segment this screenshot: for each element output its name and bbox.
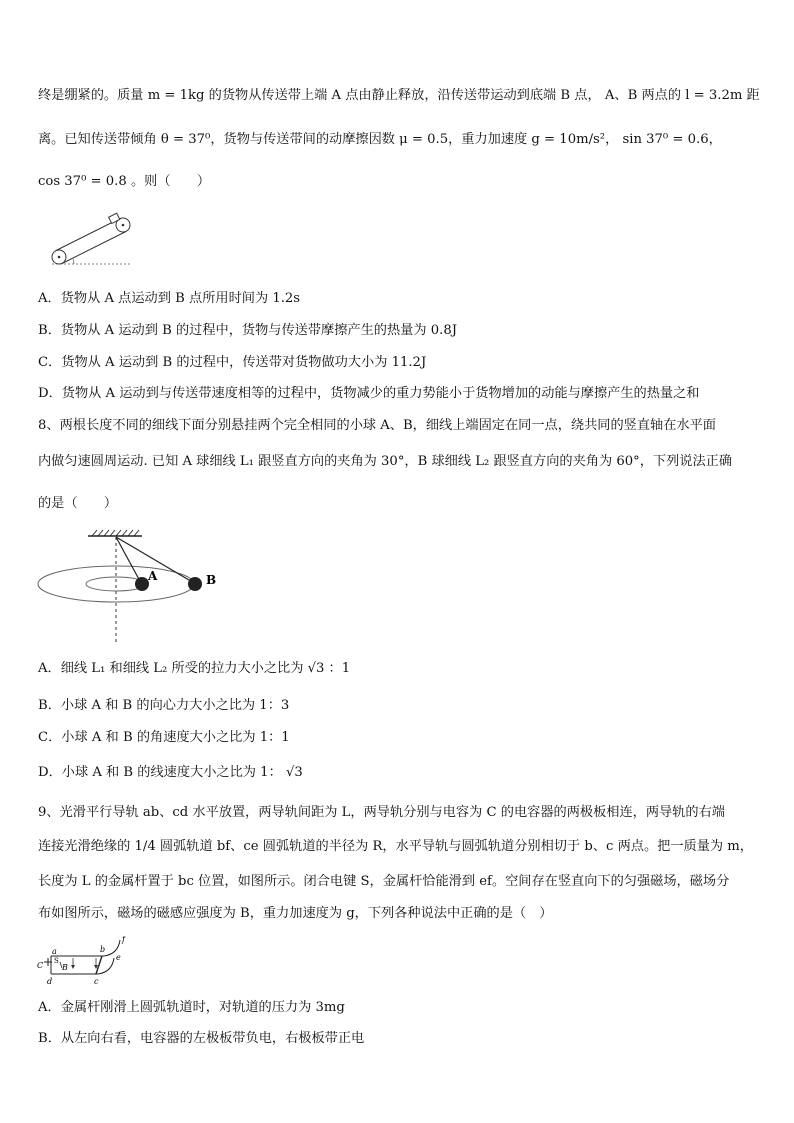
q9-text-line-1: 9、光滑平行导轨 ab、cd 水平放置，两导轨间距为 L，两导轨分别与电容为 C 的电容器的两极板相连，两导轨的右端 <box>38 805 725 820</box>
ball-b-label: B <box>206 573 217 587</box>
label-field-b: B <box>62 963 68 972</box>
q7-text-line-3: cos 37⁰ = 0.8 。则（ ） <box>38 174 211 189</box>
q7-text-line-2: 离。已知传送带倾角 θ = 37⁰，货物与传送带间的动摩擦因数 μ = 0.5，重力加速度 g = 10m/s²， sin 37⁰ = 0.6， <box>38 132 722 147</box>
q8-option-c: C．小球 A 和 B 的角速度大小之比为 1：1 <box>38 730 290 745</box>
q8-option-b: B．小球 A 和 B 的向心力大小之比为 1：3 <box>38 698 290 713</box>
q8-text-line-3: 的是（ ） <box>38 496 118 511</box>
rail-capacitor-figure <box>36 936 136 988</box>
q8-option-d: D．小球 A 和 B 的线速度大小之比为 1： √3 <box>38 765 303 780</box>
label-a: a <box>52 947 57 956</box>
q9-option-b: B．从左向右看，电容器的左极板带负电，右极板带正电 <box>38 1031 365 1046</box>
q7-text-line-1: 终是绷紧的。质量 m = 1kg 的货物从传送带上端 A 点由静止释放，沿传送带运动到底端 B 点， A、B 两点的 l = 3.2m 距 <box>38 88 760 103</box>
q9-text-line-3: 长度为 L 的金属杆置于 bc 位置，如图所示。闭合电键 S，金属杆恰能滑到 ef。空间存在竖直向下的匀强磁场，磁场分 <box>38 874 730 889</box>
conveyor-belt-figure <box>44 210 134 272</box>
ball-a-label: A <box>148 569 158 583</box>
q8-option-a: A．细线 L₁ 和细线 L₂ 所受的拉力大小之比为 √3 ：1 <box>38 661 351 676</box>
label-e: e <box>116 953 121 962</box>
q9-text-line-2: 连接光滑绝缘的 1/4 圆弧轨道 bf、ce 圆弧轨道的半径为 R，水平导轨与圆弧轨道分别相切于 b、c 两点。把一质量为 m， <box>38 839 753 854</box>
label-d: d <box>47 977 53 986</box>
q8-text-line-1: 8、两根长度不同的细线下面分别悬挂两个完全相同的小球 A、B，细线上端固定在同一点，绕共同的竖直轴在水平面 <box>38 418 716 433</box>
q7-option-b: B．货物从 A 运动到 B 的过程中，货物与传送带摩擦产生的热量为 0.8J <box>38 323 457 338</box>
q8-text-line-2: 内做匀速圆周运动. 已知 A 球细线 L₁ 跟竖直方向的夹角为 30°，B 球细线 L₂ 跟竖直方向的夹角为 60°，下列说法正确 <box>38 454 733 469</box>
q7-option-c: C．货物从 A 运动到 B 的过程中，传送带对货物做功大小为 11.2J <box>38 355 427 370</box>
label-b: b <box>100 945 106 954</box>
q9-text-line-4: 布如图所示，磁场的磁感应强度为 B，重力加速度为 g，下列各种说法中正确的是（ ） <box>38 906 553 921</box>
q7-option-a: A．货物从 A 点运动到 B 点所用时间为 1.2s <box>38 291 301 306</box>
label-switch-s: S <box>54 957 59 965</box>
q7-option-d: D．货物从 A 运动到与传送带速度相等的过程中，货物减少的重力势能小于货物增加的动能与摩擦产生的热量之和 <box>38 386 700 401</box>
label-f: f <box>122 936 125 944</box>
label-c: c <box>94 977 99 986</box>
conical-pendulum-figure <box>34 528 294 644</box>
q9-option-a: A．金属杆刚滑上圆弧轨道时，对轨道的压力为 3mg <box>38 1000 345 1015</box>
label-capacitor-c: C <box>37 961 44 970</box>
